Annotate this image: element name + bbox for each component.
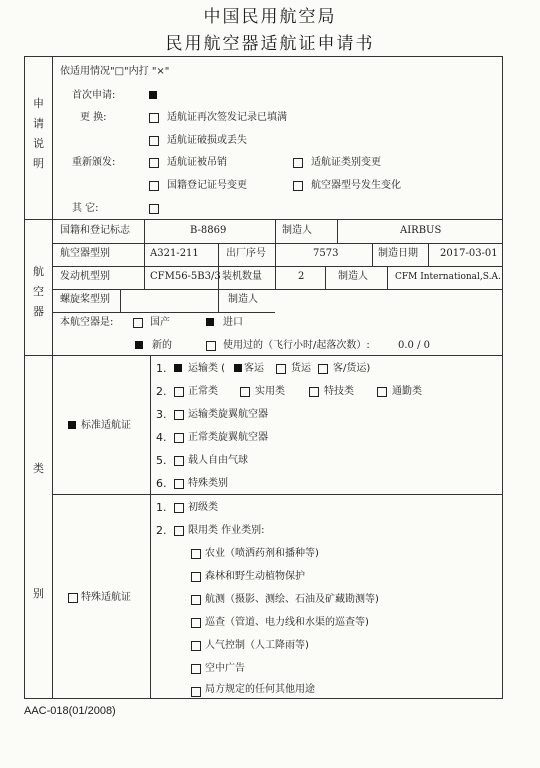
engine-manufacturer-value: CFM International,S.A.	[395, 272, 501, 282]
passenger-cargo-checkbox[interactable]	[318, 364, 328, 374]
use-other-checkbox[interactable]	[191, 687, 201, 697]
special-item-number: 1.	[156, 501, 167, 514]
imported-checkbox[interactable]	[206, 318, 214, 326]
first-application-checkbox[interactable]	[149, 91, 157, 99]
serial-number-label: 出厂序号	[226, 248, 266, 259]
use-patrol-label: 巡查（管道、电力线和水渠的巡查等)	[205, 617, 369, 628]
special-certificate-checkbox[interactable]	[68, 593, 78, 603]
registration-value: B-8869	[190, 225, 227, 236]
aircraft-col-line	[337, 219, 338, 243]
aircraft-model-label: 航空器型别	[60, 248, 110, 259]
section-label-application-3: 说	[33, 137, 44, 150]
use-forestry-label: 森林和野生动植物保护	[205, 571, 305, 582]
section-label-aircraft-3: 器	[33, 305, 44, 318]
normal-rotorcraft-checkbox[interactable]	[174, 433, 184, 443]
commuter-checkbox[interactable]	[377, 387, 387, 397]
aircraft-origin-label: 本航空器是:	[60, 317, 114, 328]
imported-label: 进口	[223, 317, 243, 328]
restricted-checkbox[interactable]	[174, 526, 184, 536]
reissue-option1-label: 适航证被吊销	[167, 157, 227, 168]
normal-label: 正常类	[188, 386, 218, 397]
utility-checkbox[interactable]	[240, 387, 250, 397]
propeller-model-label: 螺旋桨型别	[60, 294, 110, 305]
normal-checkbox[interactable]	[174, 387, 184, 397]
standard-item-number: 6.	[156, 477, 167, 490]
transport-rotorcraft-label: 运输类旋翼航空器	[188, 409, 268, 420]
passenger-cargo-label: 客/货运)	[333, 363, 371, 374]
aircraft-row-line	[52, 243, 503, 244]
special-class-checkbox[interactable]	[174, 479, 184, 489]
use-weather-label: 人气控制（人工降雨等)	[205, 640, 309, 651]
aircraft-row-line	[52, 266, 503, 267]
section-label-application-1: 申	[33, 97, 44, 110]
standard-item-number: 5.	[156, 454, 167, 467]
manufacture-date-value: 2017-03-01	[440, 248, 498, 259]
engine-model-value: CFM56-5B3/3	[150, 271, 221, 282]
form-border-bottom	[24, 698, 503, 699]
serial-number-value: 7573	[313, 248, 339, 259]
reissue-option2-checkbox[interactable]	[293, 158, 303, 168]
utility-label: 实用类	[255, 386, 285, 397]
aircraft-col-line	[144, 219, 145, 289]
used-aircraft-checkbox[interactable]	[206, 341, 216, 351]
primary-checkbox[interactable]	[174, 503, 184, 513]
manufacturer-value: AIRBUS	[400, 225, 442, 236]
cargo-label: 货运	[291, 363, 311, 374]
replace-option1-label: 适航证再次签发记录已填满	[167, 112, 287, 123]
use-survey-checkbox[interactable]	[191, 595, 201, 605]
replace-option2-label: 适航证破损或丢失	[167, 135, 247, 146]
form-code: AAC-018(01/2008)	[24, 705, 116, 717]
engine-manufacturer-label: 制造人	[338, 271, 368, 282]
balloon-label: 载人自由气球	[188, 455, 248, 466]
aircraft-col-line	[428, 243, 429, 266]
section-label-application-4: 明	[33, 157, 44, 170]
standard-item-number: 3.	[156, 408, 167, 421]
new-aircraft-checkbox[interactable]	[135, 341, 143, 349]
use-weather-checkbox[interactable]	[191, 641, 201, 651]
normal-rotorcraft-label: 正常类旋翼航空器	[188, 432, 268, 443]
first-application-label: 首次申请:	[72, 90, 116, 101]
used-aircraft-label: 使用过的（飞行小时/起落次数）:	[223, 340, 370, 351]
form-border-right	[502, 56, 503, 699]
replace-label: 更 换:	[80, 112, 107, 123]
aircraft-col-line	[387, 266, 388, 289]
instruction-text: 依适用情况"□"内打 "×"	[60, 66, 170, 77]
standard-certificate-label: 标准适航证	[81, 420, 131, 431]
reissue-option1-checkbox[interactable]	[149, 158, 159, 168]
document-subtitle: 民用航空器适航证申请书	[165, 34, 375, 54]
primary-label: 初级类	[188, 502, 218, 513]
used-aircraft-value: 0.0 / 0	[398, 340, 430, 351]
use-agriculture-checkbox[interactable]	[191, 549, 201, 559]
new-aircraft-label: 新的	[152, 340, 172, 351]
standard-item-number: 4.	[156, 431, 167, 444]
reissue-option4-checkbox[interactable]	[293, 181, 303, 191]
section-divider-category	[24, 355, 503, 356]
section-label-aircraft-2: 空	[33, 285, 44, 298]
other-checkbox[interactable]	[149, 204, 159, 214]
registration-label: 国籍和登记标志	[60, 225, 130, 236]
other-label: 其 它:	[72, 203, 99, 214]
restricted-label: 限用类 作业类别:	[188, 525, 265, 536]
aircraft-model-value: A321-211	[150, 248, 199, 259]
replace-option1-checkbox[interactable]	[149, 113, 159, 123]
reissue-label: 重新颁发:	[72, 157, 116, 168]
engine-model-label: 发动机型别	[60, 271, 110, 282]
standard-item-number: 1.	[156, 362, 167, 375]
section-divider-aircraft	[24, 219, 503, 220]
cargo-checkbox[interactable]	[276, 364, 286, 374]
reissue-option4-label: 航空器型号发生变化	[311, 180, 401, 191]
aircraft-row-line	[52, 312, 275, 313]
special-item-number: 2.	[156, 524, 167, 537]
section-label-application-2: 请	[33, 117, 44, 130]
use-advertising-checkbox[interactable]	[191, 664, 201, 674]
use-patrol-checkbox[interactable]	[191, 618, 201, 628]
manufacture-date-label: 制造日期	[378, 248, 418, 259]
aircraft-col-line	[275, 219, 276, 243]
manufacturer-label: 制造人	[282, 225, 312, 236]
acrobatic-label: 特技类	[324, 386, 354, 397]
special-class-label: 特殊类别	[188, 478, 228, 489]
use-agriculture-label: 农业（喷洒药剂和播种等)	[205, 548, 319, 559]
use-advertising-label: 空中广告	[205, 663, 245, 674]
section-label-aircraft-1: 航	[33, 265, 44, 278]
replace-option2-checkbox[interactable]	[149, 136, 159, 146]
use-other-label: 局方规定的任何其他用途	[205, 684, 315, 695]
commuter-label: 通勤类	[392, 386, 422, 397]
passenger-checkbox[interactable]	[234, 364, 242, 372]
reissue-option3-label: 国籍登记证号变更	[167, 180, 247, 191]
domestic-label: 国产	[150, 317, 170, 328]
category-divider	[52, 494, 503, 495]
special-certificate-label: 特殊适航证	[81, 592, 131, 603]
document-title: 中国民用航空局	[203, 7, 337, 27]
transport-checkbox[interactable]	[174, 364, 182, 372]
label-column-divider	[52, 56, 53, 699]
form-border-left	[24, 56, 25, 699]
section-label-category-bottom: 别	[33, 587, 44, 600]
standard-item-number: 2.	[156, 385, 167, 398]
passenger-label: 客运	[244, 363, 264, 374]
transport-label: 运输类 (	[188, 363, 226, 374]
engine-quantity-value: 2	[298, 271, 305, 282]
reissue-option2-label: 适航证类别变更	[311, 157, 381, 168]
use-survey-label: 航测（摄影、测绘、石油及矿藏勘测等)	[205, 594, 379, 605]
form-border-top	[24, 56, 503, 57]
acrobatic-checkbox[interactable]	[309, 387, 319, 397]
aircraft-col-line	[325, 266, 326, 289]
section-label-category-top: 类	[33, 462, 44, 475]
aircraft-col-line	[275, 243, 276, 289]
transport-rotorcraft-checkbox[interactable]	[174, 410, 184, 420]
reissue-option3-checkbox[interactable]	[149, 181, 159, 191]
aircraft-col-line	[120, 289, 121, 312]
propeller-manufacturer-label: 制造人	[228, 294, 258, 305]
aircraft-col-line	[372, 243, 373, 266]
domestic-checkbox[interactable]	[133, 318, 143, 328]
use-forestry-checkbox[interactable]	[191, 572, 201, 582]
standard-certificate-checkbox[interactable]	[68, 421, 76, 429]
balloon-checkbox[interactable]	[174, 456, 184, 466]
engine-quantity-label: 装机数量	[222, 271, 262, 282]
category-column-divider	[150, 355, 151, 699]
